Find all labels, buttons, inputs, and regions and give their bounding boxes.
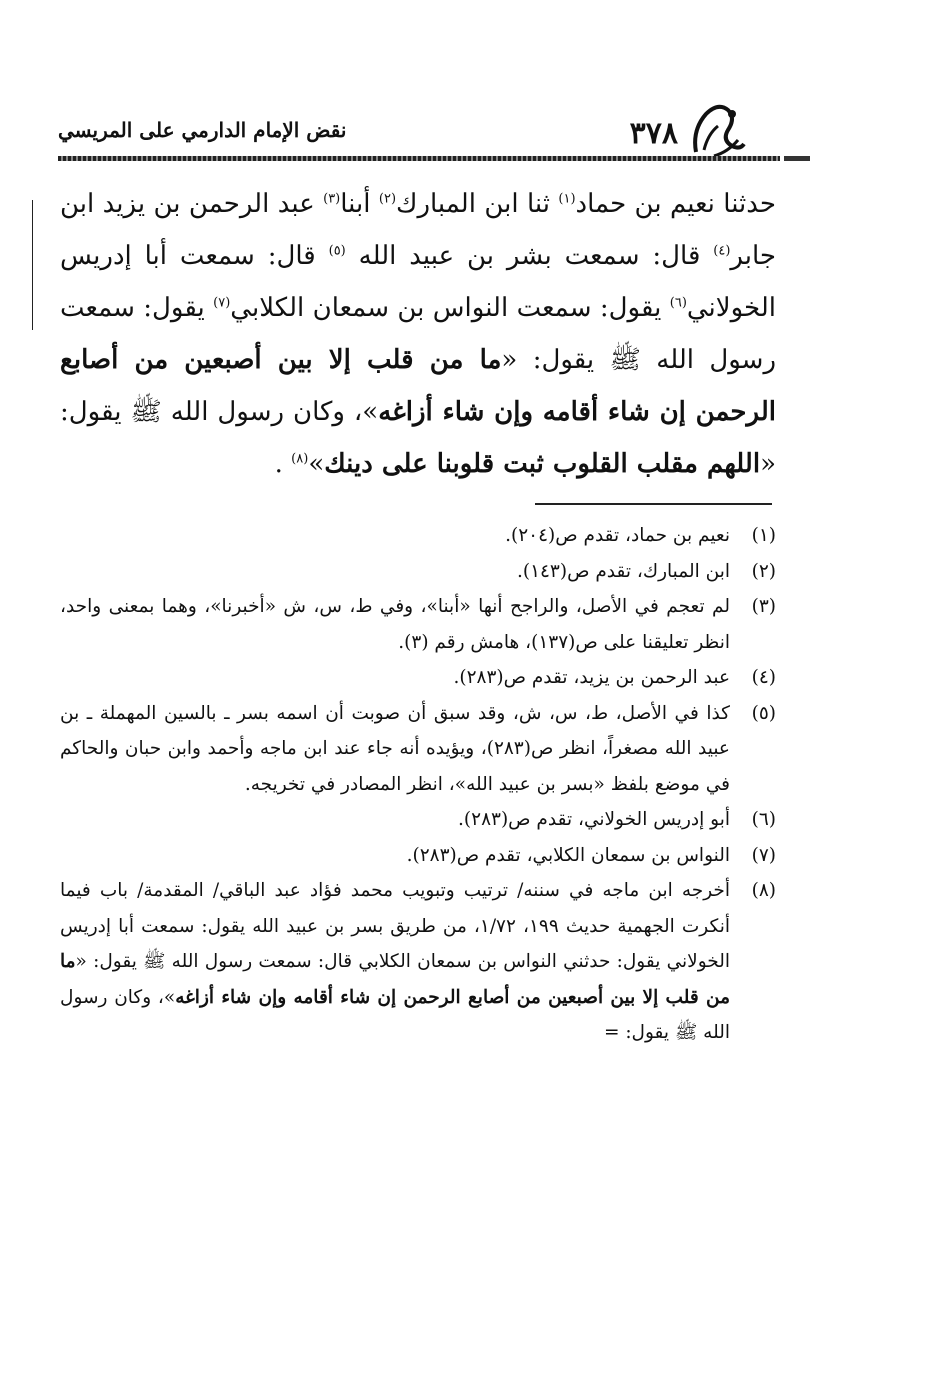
footnote-number: (١) xyxy=(751,525,776,546)
page-number: ٣٧٨ xyxy=(629,116,678,151)
text-run: لم تعجم في الأصل، والراجح أنها «أبنا»، وفي ط، س، ش «أخبرنا»، وهما بمعنى واحد، انظر تعليقنا على ص(١٣٧)، هامش رقم (٣). xyxy=(60,596,730,653)
text-run: »، وكان رسول الله ﷺ يقول: « xyxy=(60,397,776,479)
header-rule xyxy=(58,156,780,161)
footnote-number: (٦) xyxy=(751,809,776,830)
text-run: عبد الرحمن بن يزيد، تقدم ص(٢٨٣). xyxy=(453,667,730,688)
footnote-text xyxy=(60,518,730,554)
header-rule-end xyxy=(784,156,810,161)
footnote-reference: (٣) xyxy=(323,191,341,207)
text-run: كذا في الأصل، ط، س، ش، وقد سبق أن صوبت أن اسمه بسر ـ بالسين المهملة ـ بن عبيد الله مصغراً، انظر ص(٢٨٣)، ويؤيده أنه جاء عند ابن ماجه وأحمد وابن حبان والحاكم في موضع بلفظ «بسر بن عبيد الله»، انظر المصادر في تخريجه. xyxy=(60,702,730,795)
text-run: النواس بن سمعان الكلابي، تقدم ص(٢٨٣). xyxy=(406,844,730,866)
footnote-number: (٤) xyxy=(751,667,776,688)
footnote-number: (٨) xyxy=(751,880,776,901)
footnote-reference: (٨) xyxy=(291,451,309,467)
text-run: ابن المبارك، تقدم ص(١٤٣). xyxy=(516,560,730,582)
footnote-number: (٥) xyxy=(751,702,776,724)
footnote-reference: (١) xyxy=(558,191,576,207)
text-run: حدثنا نعيم بن حماد xyxy=(575,189,776,219)
footnote-reference: (٢) xyxy=(378,191,397,207)
footnote-separator xyxy=(535,503,772,505)
main-text xyxy=(60,178,776,490)
footnote-reference: (٧) xyxy=(213,295,231,311)
footnote-reference: (٤) xyxy=(713,243,731,259)
footnote xyxy=(60,838,776,874)
text-run: أبنا xyxy=(340,189,379,219)
footnote xyxy=(60,518,776,554)
footnote xyxy=(60,589,776,660)
text-run: يقول: سمعت النواس بن سمعان الكلابي xyxy=(230,293,670,323)
text-run: عبد الرحمن بن يزيد ابن جابر xyxy=(60,189,776,271)
footnote-number: (٣) xyxy=(751,596,776,617)
text-run: . xyxy=(274,449,292,479)
text-run: قال: سمعت بشر بن عبيد الله xyxy=(345,241,714,271)
text-run: أبو إدريس الخولاني، تقدم ص(٢٨٣). xyxy=(458,809,730,830)
footnote xyxy=(60,554,776,590)
text-run: نعيم بن حماد، تقدم ص(٢٠٤). xyxy=(505,525,730,546)
footnote-reference: (٥) xyxy=(328,243,346,259)
footnote xyxy=(60,696,776,803)
text-run: يقول: سمعت رسول الله ﷺ يقول: « xyxy=(60,293,776,375)
footnote xyxy=(60,802,776,838)
footnote xyxy=(60,873,776,1051)
text-run: أخرجه ابن ماجه في سننه/ ترتيب وتبويب محمد فؤاد عبد الباقي/ المقدمة/ باب فيما أنكرت الجهمية حديث ١٩٩، ١/٧٢، من طريق بسر بن عبيد الله يقول: سمعت أبا إدريس الخولاني يقول: حدثني النواس بن سمعان الكلابي قال: سمعت رسول الله ﷺ يقول: « xyxy=(60,880,730,972)
page-header xyxy=(58,100,780,162)
footnotes xyxy=(60,518,776,1051)
running-title: نقض الإمام الدارمي على المريسي xyxy=(58,118,347,142)
footnote-text xyxy=(60,838,730,874)
footnote-reference: (٦) xyxy=(669,295,687,311)
hadith-text: ما من قلب إلا بين أصبعين من أصابع الرحمن إن شاء أقامه وإن شاء أزاغه xyxy=(60,951,730,1008)
main-paragraph xyxy=(60,178,776,490)
text-run: ثنا ابن المبارك xyxy=(396,189,559,219)
footnote-text xyxy=(60,802,730,838)
margin-line xyxy=(32,200,33,330)
footnote-number: (٧) xyxy=(751,844,776,866)
footnote-text xyxy=(60,660,730,696)
footnote-number: (٢) xyxy=(751,560,776,582)
footnote xyxy=(60,660,776,696)
footnote-text xyxy=(60,873,730,1051)
text-run: »، وكان رسول الله ﷺ يقول: = xyxy=(60,986,730,1043)
footnote-text xyxy=(60,589,730,660)
hadith-text: اللهم مقلب القلوب ثبت قلوبنا على دينك xyxy=(324,449,761,479)
hadith-text: ما من قلب إلا بين أصبعين من أصابع الرحمن إن شاء أقامه وإن شاء أزاغه xyxy=(60,345,777,427)
footnote-text xyxy=(60,696,730,803)
footnote-text xyxy=(60,554,730,590)
ornament-icon xyxy=(688,100,750,162)
text-run: قال: سمعت أبا إدريس الخولاني xyxy=(60,241,776,323)
text-run: » xyxy=(308,449,325,479)
